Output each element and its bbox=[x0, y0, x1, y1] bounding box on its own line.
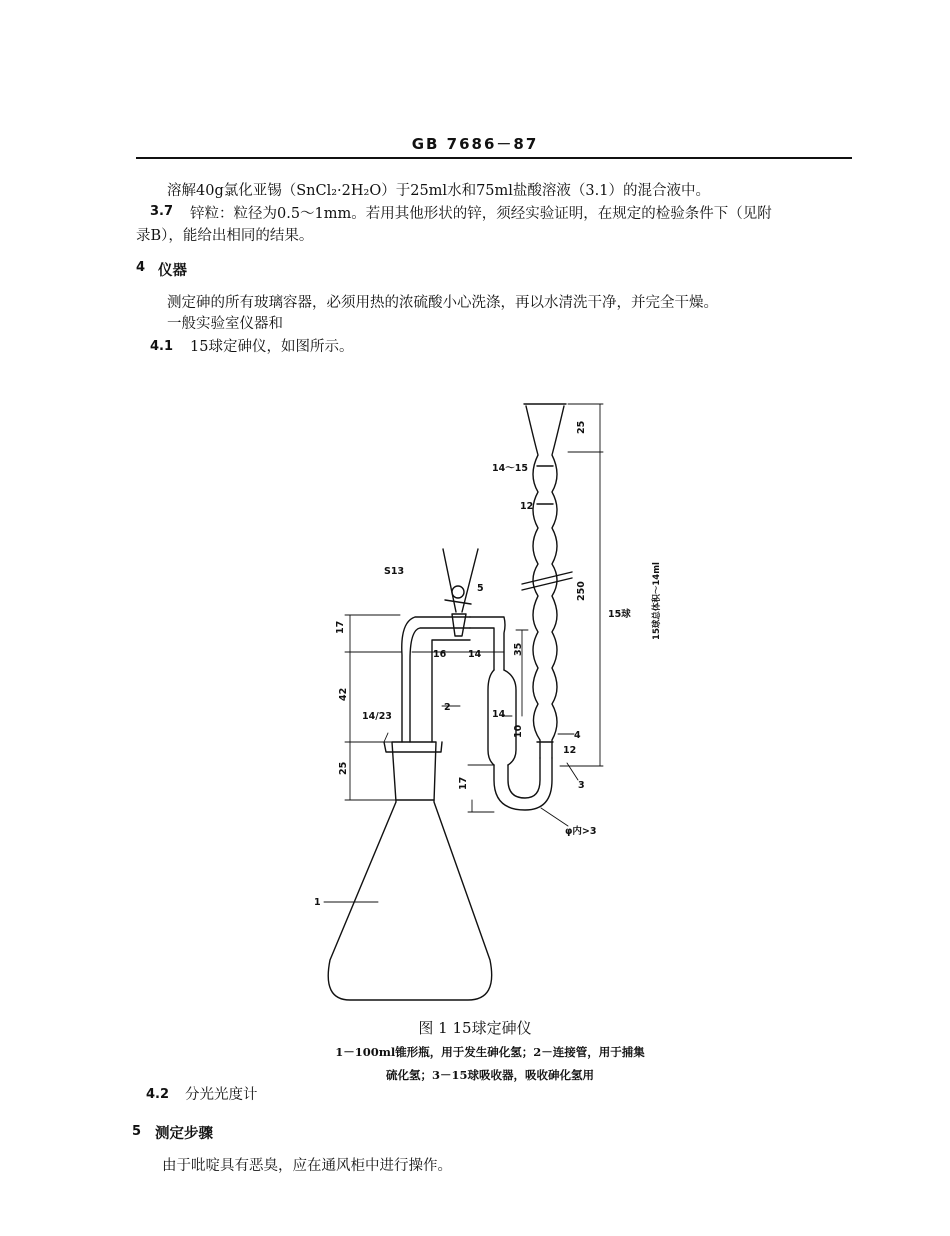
figure-caption-title: 图 1 15球定砷仪 bbox=[418, 1019, 532, 1037]
paragraph-arsenic-apparatus: 15球定砷仪，如图所示。 bbox=[190, 339, 354, 355]
absorber-inlet-tube bbox=[470, 617, 552, 810]
label-s13: S13 bbox=[384, 566, 405, 577]
paragraph-general-instruments: 一般实验室仪器和 bbox=[167, 316, 283, 332]
section-title-apparatus: 仪器 bbox=[158, 262, 187, 279]
dimension-lines bbox=[324, 404, 603, 902]
label-1: 1 bbox=[314, 897, 321, 908]
section-number-4-1: 4.1 bbox=[150, 339, 174, 354]
label-10: 10 bbox=[513, 724, 524, 738]
label-14-23: 14/23 bbox=[362, 711, 392, 722]
label-250: 250 bbox=[576, 581, 587, 601]
label-16: 16 bbox=[433, 649, 447, 660]
label-phi: φ内>3 bbox=[565, 826, 597, 837]
section-title-procedure: 测定步骤 bbox=[155, 1125, 213, 1142]
section-number-5: 5 bbox=[132, 1124, 142, 1139]
label-42: 42 bbox=[338, 687, 349, 701]
label-17-top: 17 bbox=[335, 620, 346, 634]
label-5: 5 bbox=[477, 583, 484, 594]
paragraph-pyridine-hood: 由于吡啶具有恶臭，应在通风柜中进行操作。 bbox=[162, 1158, 452, 1174]
label-3: 3 bbox=[578, 780, 585, 791]
label-25-top: 25 bbox=[576, 420, 587, 434]
paragraph-stannous-chloride: 溶解40g氯化亚锡（SnCl₂·2H₂O）于25ml水和75ml盐酸溶液（3.1）的混合液中。 bbox=[167, 183, 710, 199]
label-total-volume: 15球总体积～14ml bbox=[652, 562, 662, 640]
label-35: 35 bbox=[513, 642, 524, 656]
label-15-balls: 15球 bbox=[608, 609, 631, 620]
label-17-bottom: 17 bbox=[458, 776, 469, 790]
label-14-tube: 14 bbox=[468, 649, 482, 660]
section-number-4: 4 bbox=[136, 260, 146, 275]
paragraph-zinc-granules-cont: 录B），能给出相同的结果。 bbox=[136, 228, 314, 244]
label-4: 4 bbox=[574, 730, 581, 741]
paragraph-glassware-cleaning: 测定砷的所有玻璃容器，必须用热的浓硫酸小心洗涤，再以水清洗干净，并完全干燥。 bbox=[167, 295, 718, 311]
label-12-top: 12 bbox=[520, 501, 534, 512]
label-14-bulb: 14 bbox=[492, 709, 506, 720]
label-14-15: 14～15 bbox=[492, 463, 528, 474]
figure-caption-line-2: 硫化氢；3－15球吸收器，吸收砷化氢用 bbox=[385, 1068, 594, 1082]
section-number-4-2: 4.2 bbox=[146, 1087, 170, 1102]
label-2: 2 bbox=[444, 702, 451, 713]
label-25-left: 25 bbox=[338, 761, 349, 775]
label-12-bottom: 12 bbox=[563, 745, 577, 756]
paragraph-spectrophotometer: 分光光度计 bbox=[185, 1087, 258, 1103]
ball-joint-clamp bbox=[443, 549, 478, 636]
section-number-3-7: 3.7 bbox=[150, 204, 174, 219]
document-header: GB 7686－87 bbox=[411, 135, 539, 153]
ball-absorber-column bbox=[522, 404, 572, 758]
paragraph-zinc-granules: 锌粒：粒径为0.5～1mm。若用其他形状的锌，须经实验证明，在规定的检验条件下（见附 bbox=[190, 206, 772, 222]
figure-caption-line-1: 1－100ml锥形瓶，用于发生砷化氢；2－连接管，用于捕集 bbox=[335, 1045, 645, 1059]
